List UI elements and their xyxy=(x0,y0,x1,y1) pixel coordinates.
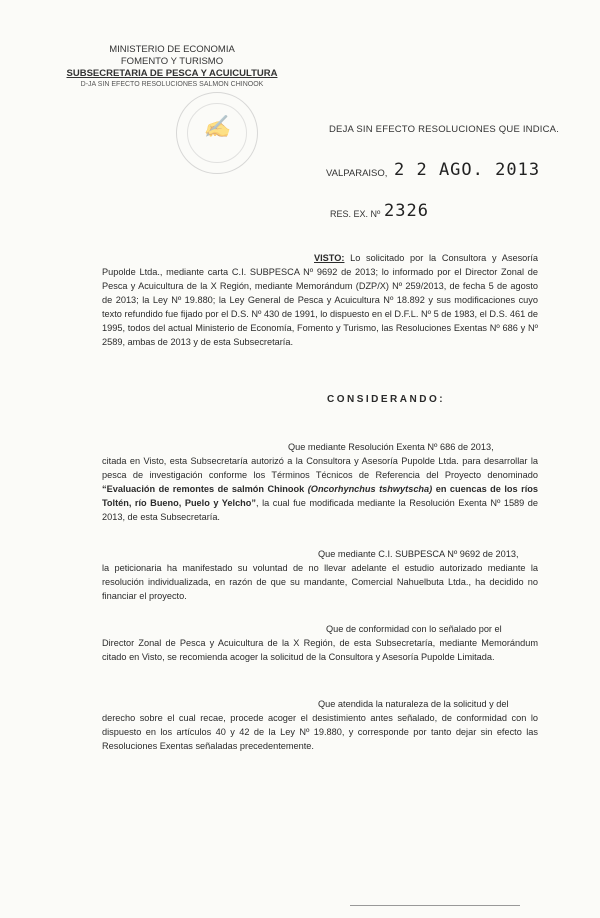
considerando-heading: CONSIDERANDO: xyxy=(327,394,446,405)
c1-species-name: (Oncorhynchus tshwytscha) xyxy=(307,484,433,494)
c1-project-title: “Evaluación de remontes de salmón Chinook xyxy=(102,484,308,494)
visto-label: VISTO: xyxy=(314,253,345,263)
resolution-number: 2326 xyxy=(384,201,429,221)
c3-text: Director Zonal de Pesca y Acuicultura de la X Región, de esta Subsecretaría, mediante Memorándum citado en Visto, se recomienda acoger la solicitud de la Consultora y Asesoría Pupolde Limitada. xyxy=(102,638,538,662)
header-line-subsecretaria: SUBSECRETARIA DE PESCA Y ACUICULTURA xyxy=(66,68,278,79)
official-seal xyxy=(176,92,258,174)
header-line-ministry: MINISTERIO DE ECONOMIA xyxy=(109,44,235,55)
seal-mark-icon: ✍ xyxy=(203,115,231,140)
c4-lead: Que atendida la naturaleza de la solicitud y del xyxy=(318,699,509,709)
considerando-paragraph-4 xyxy=(102,697,538,753)
date-stamp: 2 2 AGO. 2013 xyxy=(394,160,541,180)
considerando-paragraph-3 xyxy=(102,622,538,664)
c2-lead: Que mediante C.I. SUBPESCA Nº 9692 de 2013, xyxy=(318,549,519,559)
visto-paragraph xyxy=(102,251,538,349)
c1-text-e: , la cual fue modificada mediante la Resolución Exenta Nº 1589 de 2013, de esta Subsecretaría. xyxy=(102,498,538,522)
bottom-rule xyxy=(350,905,520,906)
c1-project-title-rest: en cuencas de los ríos Toltén, río Bueno, Puelo y Yelcho” xyxy=(102,484,538,508)
considerando-paragraph-1 xyxy=(102,440,538,524)
considerando-paragraph-2 xyxy=(102,547,538,603)
c2-text: la peticionaria ha manifestado su voluntad de no llevar adelante el estudio autorizado mediante la resolución individualizada, en razón de que su mandante, Comercial Nahuelbuta Ltda., ha decidido no financiar el proyecto. xyxy=(102,563,538,601)
c1-lead: Que mediante Resolución Exenta Nº 686 de 2013, xyxy=(288,442,494,452)
resolution-label: RES. EX. Nº xyxy=(330,209,381,219)
ministry-header xyxy=(62,44,282,90)
document-subject: DEJA SIN EFECTO RESOLUCIONES QUE INDICA. xyxy=(329,124,560,135)
date-label: VALPARAISO, xyxy=(326,168,388,179)
c1-text-a: citada en Visto, esta Subsecretaría autorizó a la Consultora y Asesoría Pupolde Ltda. para desarrollar la pesca de investigación conforme los Términos Técnicos de Referencia del Proyecto denominado xyxy=(102,456,538,480)
visto-text: Lo solicitado por la Consultora y Asesoría Pupolde Ltda., mediante carta C.I. SUBPESCA Nº 9692 de 2013; lo informado por el Director Zonal de Pesca y Acuicultura de la X Región, mediante Memorándum (DZP/X) Nº 259/2013, de fecha 5 de agosto de 2013; la Ley Nº 19.880; la Ley General de Pesca y Acuicultura Nº 18.892 y sus modificaciones cuyo texto refundido fue fijado por el D.S. Nº 430 de 1991, lo dispuesto en el D.F.L. Nº 5 de 1983, el D.S. 461 de 1995, todos del actual Ministerio de Economía, Fomento y Turismo, las Resoluciones Exentas Nº 686 y Nº 2589, ambas de 2013 y de esta Subsecretaría. xyxy=(102,253,538,347)
c3-lead: Que de conformidad con lo señalado por el xyxy=(326,624,502,634)
header-line-reference: D-JA SIN EFECTO RESOLUCIONES SALMON CHINOOK xyxy=(80,81,264,88)
header-line-fomento: FOMENTO Y TURISMO xyxy=(120,56,224,67)
c4-text: derecho sobre el cual recae, procede acoger el desistimiento antes señalado, de conformidad con lo dispuesto en los artículos 40 y 42 de la Ley Nº 19.880, y corresponde por tanto dejar sin efecto las Resoluciones Exentas señaladas precedentemente. xyxy=(102,713,538,751)
